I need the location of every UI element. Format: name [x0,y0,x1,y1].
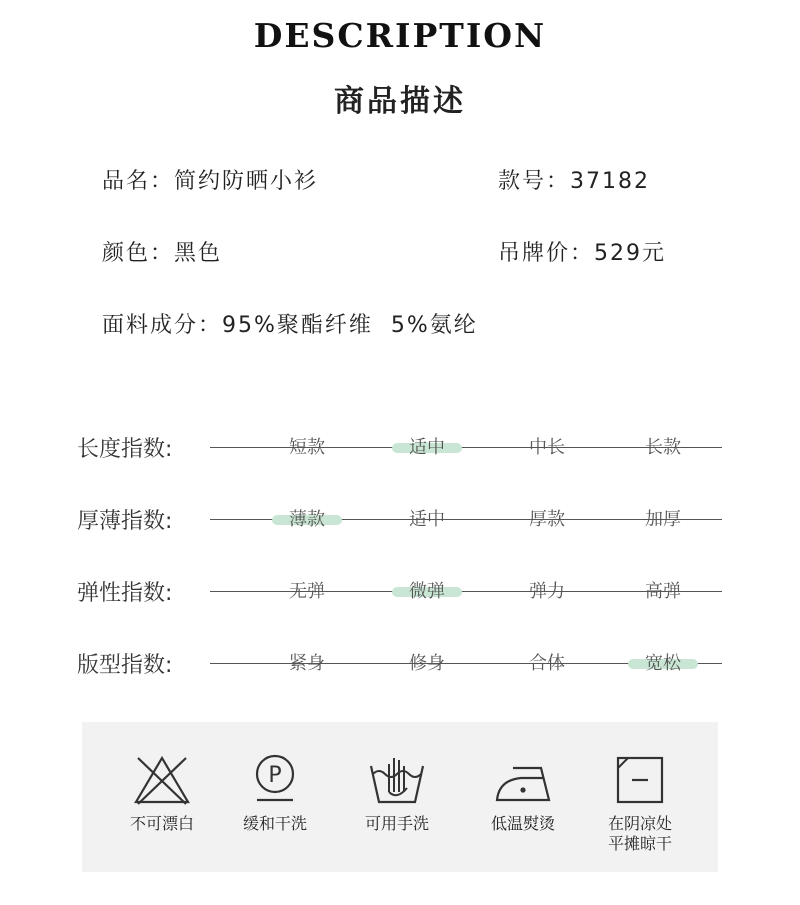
index-option [252,436,362,460]
index-option [608,436,718,460]
index-option-label: 适中 [409,509,445,530]
index-option-label: 宽松 [645,653,681,674]
care-label: 可用手洗 [364,814,429,833]
index-option-label: 薄款 [289,509,325,530]
shade-flat-dry-icon [608,752,672,808]
index-option-label: 无弹 [289,581,325,602]
index-option-selected [252,508,362,532]
index-option-selected [372,436,482,460]
care-item-mild-dry-clean [220,752,330,834]
hand-wash-icon [365,752,429,808]
no-bleach-icon [130,752,194,808]
index-option [492,652,602,676]
index-option-label: 修身 [409,653,445,674]
index-option [492,508,602,532]
index-option-label: 短款 [289,437,325,458]
care-label: 低温熨烫 [490,814,555,833]
color-value: 黑色 [174,241,223,266]
description-title-cn: 商品描述 [334,84,466,119]
care-item-low-iron [468,752,578,834]
index-option [608,580,718,604]
style-number-label: 款号： [498,169,571,194]
index-option-label: 适中 [409,437,445,458]
style-number-row [498,164,650,195]
index-option [372,652,482,676]
index-option-label: 合体 [529,653,565,674]
index-option-label: 弹力 [529,581,565,602]
index-option-label: 微弹 [409,581,445,602]
fabric-value: 95%聚酯纤维 5%氨纶 [222,313,478,338]
color-label: 颜色： [102,241,175,266]
fabric-label: 面料成分： [102,313,223,338]
index-option [492,580,602,604]
index-option-label: 高弹 [645,581,681,602]
index-option-label: 中长 [529,437,565,458]
svg-text:P: P [268,763,282,788]
tag-price-value: 529元 [594,241,667,266]
index-option [252,580,362,604]
index-label: 长度指数: [77,437,173,462]
index-label: 弹性指数: [77,581,173,606]
color-row [102,236,222,267]
care-instructions-panel [82,722,718,872]
index-option-selected [372,580,482,604]
care-label: 在阴凉处 平摊晾干 [607,814,672,853]
index-option-selected [608,652,718,676]
style-number-value: 37182 [570,169,651,194]
fabric-row [102,308,478,339]
care-item-no-bleach [107,752,217,834]
dry-clean-p-icon [243,752,307,808]
care-item-hand-wash [342,752,452,834]
index-option [372,508,482,532]
index-option [252,652,362,676]
index-label: 厚薄指数: [77,509,173,534]
low-iron-icon [491,752,555,808]
care-label: 不可漂白 [129,814,194,833]
description-title: DESCRIPTION [253,16,547,55]
tag-price-label: 吊牌价： [498,241,595,266]
index-option [492,436,602,460]
index-option [608,508,718,532]
index-label: 版型指数: [77,653,173,678]
index-option-label: 厚款 [529,509,565,530]
product-name-label: 品名： [102,169,175,194]
index-option-label: 加厚 [645,509,681,530]
care-item-shade-flat-dry [585,752,695,854]
tag-price-row [498,236,666,267]
product-name-row [102,164,318,195]
index-option-label: 紧身 [289,653,325,674]
product-name-value: 简约防晒小衫 [174,169,319,194]
care-label: 缓和干洗 [242,814,307,833]
index-option-label: 长款 [645,437,681,458]
